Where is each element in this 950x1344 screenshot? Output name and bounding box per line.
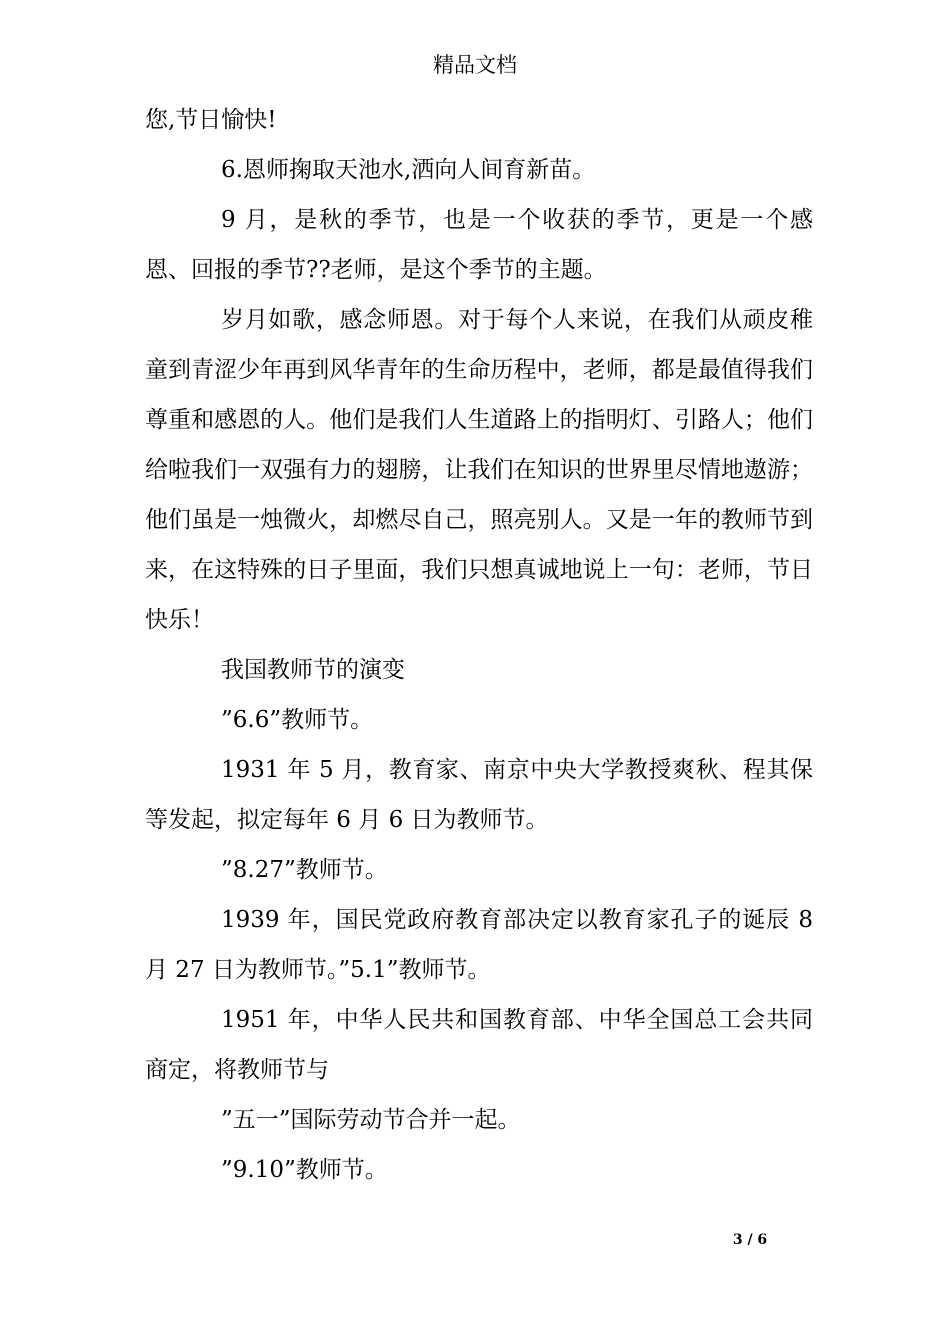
paragraph-11: ”五一”国际劳动节合并一起。	[221, 1107, 521, 1133]
page-number: 3 / 6	[732, 1232, 768, 1248]
paragraph-2: 6.恩师掬取天池水,洒向人间育新苗。	[221, 157, 596, 183]
section-heading: 我国教师节的演变	[221, 657, 405, 683]
paragraph-4: 岁月如歌，感念师恩。对于每个人来说，在我们从顽皮稚童到青涩少年再到风华青年的生命历程中，老师，都是最值得我们尊重和感恩的人。他们是我们人生道路上的指明灯、引路人；他们给啦我们一双强有力的翅膀，让我们在知识的世界里尽情地遨游；他们虽是一烛微火，却燃尽自己，照亮别人。又是一年的教师节到来，在这特殊的日子里面，我们只想真诚地说上一句：老师，节日快乐！	[145, 307, 813, 633]
page-header: 精品文档	[433, 53, 517, 77]
document-body	[145, 95, 813, 1195]
paragraph-10: 1951 年，中华人民共和国教育部、中华全国总工会共同商定，将教师节与	[145, 1007, 813, 1083]
paragraph-8: ”8.27”教师节。	[221, 857, 388, 883]
paragraph-9: 1939 年，国民党政府教育部决定以教育家孔子的诞辰 8 月 27 日为教师节。”5.1”教师节。	[145, 907, 813, 983]
paragraph-12: ”9.10”教师节。	[221, 1157, 388, 1183]
paragraph-6: ”6.6”教师节。	[221, 707, 374, 733]
paragraph-3: 9 月，是秋的季节，也是一个收获的季节，更是一个感恩、回报的季节??老师，是这个季节的主题。	[145, 207, 813, 283]
paragraph-1: 您,节日愉快!	[145, 107, 277, 133]
paragraph-7: 1931 年 5 月，教育家、南京中央大学教授爽秋、程其保等发起，拟定每年 6 月 6 日为教师节。	[145, 757, 813, 833]
